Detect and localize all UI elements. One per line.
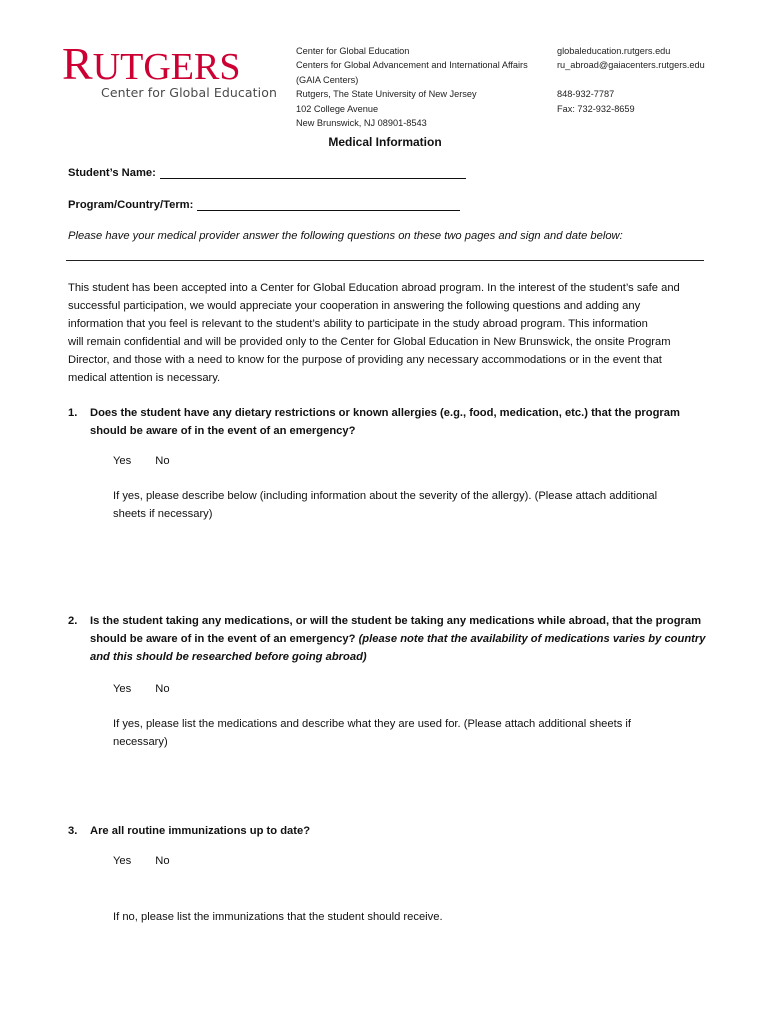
question-number: 2. bbox=[68, 615, 78, 627]
description-line: sheets if necessary) bbox=[113, 508, 213, 520]
intro-line: successful participation, we would appreciate your cooperation in answering the following questions and adding any bbox=[68, 300, 641, 312]
address-line: Centers for Global Advancement and International Affairs bbox=[296, 60, 528, 71]
question-text: Are all routine immunizations up to date? bbox=[90, 825, 311, 837]
intro-line: will remain confidential and will be provided only to the Center for Global Education in New Brunswick, the onsite Program bbox=[68, 336, 671, 348]
question-text: Is the student taking any medications, or will the student be taking any medications while abroad, that the program bbox=[90, 615, 702, 627]
intro-paragraph bbox=[68, 279, 708, 387]
question-text: Does the student have any dietary restrictions or known allergies (e.g., food, medication, etc.) that the program bbox=[90, 407, 680, 419]
description-line: necessary) bbox=[113, 736, 168, 748]
question-note: and this should be researched before going abroad) bbox=[90, 651, 367, 663]
divider bbox=[66, 260, 704, 261]
program-label: Program/Country/Term: bbox=[68, 199, 194, 211]
question-text: should be aware of in the event of an emergency? bbox=[90, 633, 356, 645]
program-row bbox=[68, 198, 460, 211]
address-line: New Brunswick, NJ 08901-8543 bbox=[296, 118, 427, 129]
intro-line: medical attention is necessary. bbox=[68, 372, 221, 384]
logo-name: UTGERS bbox=[92, 46, 241, 88]
question-1-description bbox=[113, 487, 703, 523]
logo-initial: R bbox=[62, 38, 93, 89]
address-line: Center for Global Education bbox=[296, 46, 410, 56]
yes-option[interactable]: Yes bbox=[113, 683, 132, 695]
rutgers-logo bbox=[62, 38, 241, 89]
student-name-line[interactable] bbox=[160, 166, 466, 179]
question-number: 3. bbox=[68, 825, 78, 837]
phone-number: 848-932-7787 bbox=[557, 89, 615, 100]
intro-line: information that you feel is relevant to the student’s ability to participate in the study abroad program. This information bbox=[68, 318, 648, 330]
form-title: Medical Information bbox=[328, 135, 442, 149]
question-2 bbox=[68, 612, 708, 666]
logo-subtitle: Center for Global Education bbox=[101, 85, 277, 100]
question-note: (please note that the availability of medications varies by country bbox=[358, 633, 706, 645]
email-link[interactable]: ru_abroad@gaiacenters.rutgers.edu bbox=[557, 60, 705, 71]
question-number: 1. bbox=[68, 407, 78, 419]
address-line: Rutgers, The State University of New Jersey bbox=[296, 89, 477, 100]
instructions: Please have your medical provider answer the following questions on these two pages and sign and date below: bbox=[68, 230, 623, 242]
yes-option[interactable]: Yes bbox=[113, 455, 132, 467]
intro-line: Director, and those with a need to know for the purpose of providing any necessary accommodations or in the event that bbox=[68, 354, 662, 366]
description-line: If yes, please describe below (including information about the severity of the allergy). (Please attach additional bbox=[113, 490, 658, 502]
question-3-description bbox=[113, 908, 703, 926]
no-option[interactable]: No bbox=[155, 855, 170, 867]
question-1-options bbox=[113, 455, 170, 467]
no-option[interactable]: No bbox=[155, 683, 170, 695]
question-text-line2 bbox=[90, 630, 708, 648]
yes-option[interactable]: Yes bbox=[113, 855, 132, 867]
question-2-options bbox=[113, 683, 170, 695]
question-3-options bbox=[113, 855, 170, 867]
fax-number: Fax: 732-932-8659 bbox=[557, 103, 635, 114]
header-address bbox=[296, 44, 528, 130]
intro-line: This student has been accepted into a Center for Global Education abroad program. In the interest of the student’s safe and bbox=[68, 282, 680, 294]
header-contact bbox=[557, 44, 705, 116]
student-name-row bbox=[68, 166, 466, 179]
question-2-description bbox=[113, 715, 703, 751]
question-1 bbox=[68, 404, 708, 440]
student-name-label: Student’s Name: bbox=[68, 167, 156, 179]
description-line: If yes, please list the medications and describe what they are used for. (Please attach additional sheets if bbox=[113, 718, 632, 730]
address-line: 102 College Avenue bbox=[296, 103, 379, 114]
address-line: (GAIA Centers) bbox=[296, 74, 359, 85]
program-line[interactable] bbox=[197, 198, 460, 211]
no-option[interactable]: No bbox=[155, 455, 170, 467]
description-line: If no, please list the immunizations that the student should receive. bbox=[113, 911, 443, 923]
question-3 bbox=[68, 822, 708, 840]
question-text: should be aware of in the event of an emergency? bbox=[90, 425, 356, 437]
website-link[interactable]: globaleducation.rutgers.edu bbox=[557, 46, 671, 56]
